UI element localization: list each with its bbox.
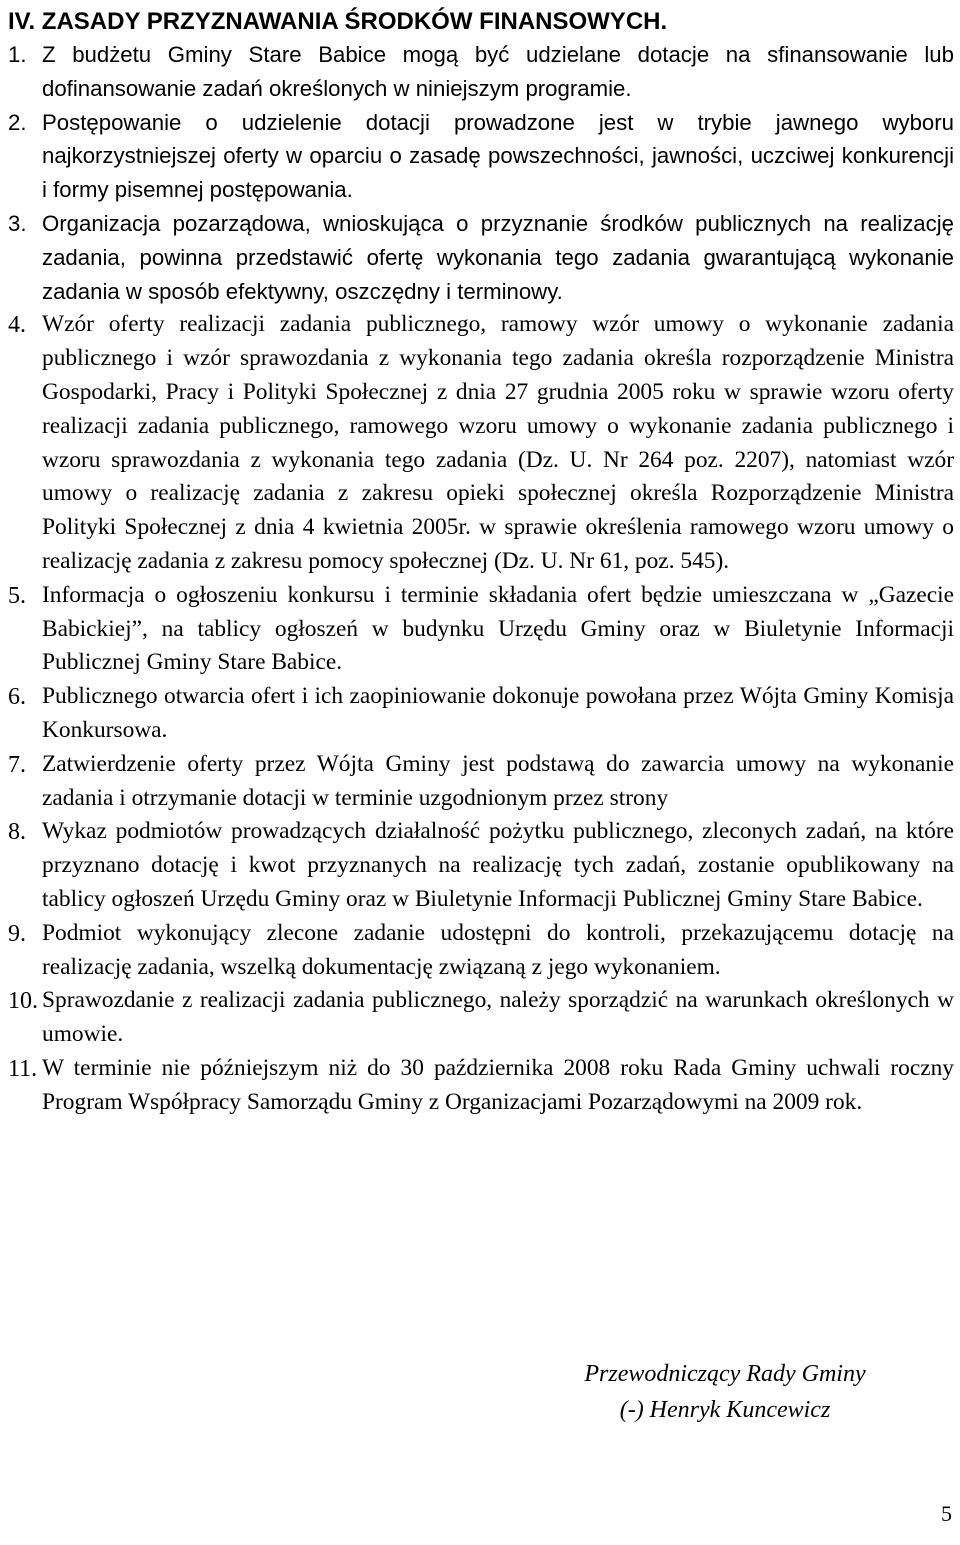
- item-text: W terminie nie późniejszym niż do 30 października 2008 roku Rada Gminy uchwali roczny Program Współpracy Samorządu Gminy z Organizacjami Pozarządowymi na 2009 rok.: [42, 1054, 954, 1115]
- section-heading: IV. ZASADY PRZYZNAWANIA ŚRODKÓW FINANSOWYCH.: [8, 8, 668, 35]
- item-text: Zatwierdzenie oferty przez Wójta Gminy jest podstawą do zawarcia umowy na wykonanie zadania i otrzymanie dotacji w terminie uzgodnionym przez strony: [42, 750, 954, 811]
- list-item: [8, 748, 954, 816]
- item-number: 10.: [8, 988, 38, 1015]
- list-item: [8, 207, 954, 308]
- item-number: 7.: [8, 751, 26, 778]
- list-item: [8, 917, 954, 985]
- item-text: Organizacja pozarządowa, wnioskująca o przyznanie środków publicznych na realizację zadania, powinna przedstawić ofertę wykonania tego zadania gwarantującą wykonanie zadania w sposób efektywny, oszczędny i terminowy.: [42, 210, 954, 304]
- item-number: 2.: [8, 109, 27, 135]
- item-number: 1.: [8, 42, 27, 67]
- item-text: Publicznego otwarcia ofert i ich zaopiniowanie dokonuje powołana przez Wójta Gminy Komisja Konkursowa.: [42, 683, 954, 743]
- item-text: Sprawozdanie z realizacji zadania publicznego, należy sporządzić na warunkach określonych w umowie.: [42, 987, 954, 1048]
- page-number: 5: [941, 1501, 952, 1526]
- signature-role: Przewodniczący Rady Gminy: [584, 1361, 866, 1387]
- item-number: 5.: [8, 582, 26, 609]
- list-item: [8, 38, 954, 106]
- item-text: Wykaz podmiotów prowadzących działalność pożytku publicznego, zleconych zadań, na które przyznano dotację i kwot przyznanych na realizację tych zadań, zostanie opublikowany na tablicy ogłoszeń Urzędu Gminy oraz w Biuletynie Informacji Publicznej Gminy Stare Babice.: [42, 818, 954, 912]
- item-text: Z budżetu Gminy Stare Babice mogą być udzielane dotacje na sfinansowanie lub dofinansowanie zadań określonych w niniejszym programie.: [42, 42, 954, 101]
- item-number: 8.: [8, 819, 26, 846]
- item-number: 4.: [8, 312, 26, 339]
- list-item: [8, 308, 954, 578]
- rules-list: [8, 38, 954, 1120]
- item-number: 3.: [8, 210, 27, 236]
- list-item: [8, 1052, 954, 1120]
- list-item: [8, 106, 954, 207]
- list-item: [8, 579, 954, 680]
- item-number: 6.: [8, 684, 26, 711]
- item-text: Postępowanie o udzielenie dotacji prowadzone jest w trybie jawnego wyboru najkorzystniejszej oferty w oparciu o zasadę powszechności, jawności, uczciwej konkurencji i formy pisemnej postępowania.: [42, 109, 954, 203]
- list-item: [8, 680, 954, 748]
- item-number: 11.: [8, 1055, 38, 1082]
- item-text: Podmiot wykonujący zlecone zadanie udostępni do kontroli, przekazującemu dotację na realizację zadania, wszelką dokumentację związaną z jego wykonaniem.: [42, 919, 954, 980]
- item-text: Informacja o ogłoszeniu konkursu i terminie składania ofert będzie umieszczana w „Gazecie Babickiej”, na tablicy ogłoszeń w budynku Urzędu Gminy oraz w Biuletynie Informacji Publicznej Gminy Stare Babice.: [42, 581, 954, 676]
- item-number: 9.: [8, 920, 26, 947]
- list-item: [8, 815, 954, 916]
- item-text: Wzór oferty realizacji zadania publicznego, ramowy wzór umowy o wykonanie zadania publicznego i wzór sprawozdania z wykonania tego zadania określa rozporządzenie Ministra Gospodarki, Pracy i Polityki Społecznej z dnia 27 grudnia 2005 roku w sprawie wzoru oferty realizacji zadania publicznego, ramowego wzoru umowy o wykonanie zadania publicznego i wzoru sprawozdania z wykonania tego zadania (Dz. U. Nr 264 poz. 2207), natomiast wzór umowy o realizację zadania z zakresu opieki społecznej określa Rozporządzenie Ministra Polityki Społecznej z dnia 4 kwietnia 2005r. w sprawie określenia ramowego wzoru umowy o realizację zadania z zakresu pomocy społecznej (Dz. U. Nr 61, poz. 545).: [42, 311, 954, 574]
- list-item: [8, 984, 954, 1052]
- signature-name: (-) Henryk Kuncewicz: [619, 1397, 831, 1423]
